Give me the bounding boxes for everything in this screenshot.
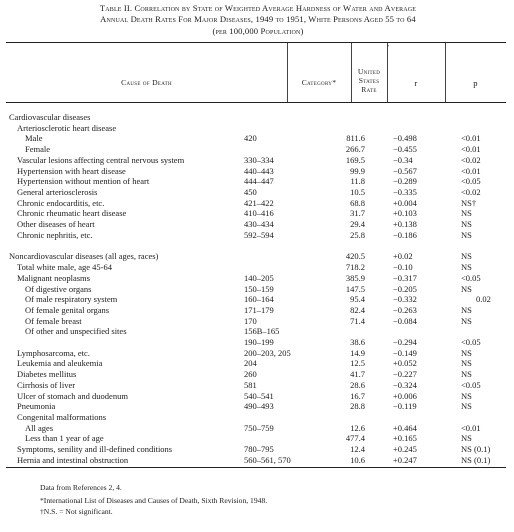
rate-cell: 12.4	[350, 444, 365, 454]
table-row	[0, 219, 514, 229]
cause-cell: Congenital malformations	[17, 411, 106, 422]
p-cell: NS	[461, 208, 472, 219]
category-cell: 592–594	[244, 229, 274, 240]
table-row	[0, 294, 514, 304]
category-cell: 581	[244, 379, 257, 390]
p-cell: NS	[461, 283, 472, 294]
r-cell: −0.205	[393, 283, 417, 294]
category-cell: 204	[244, 358, 257, 369]
cause-cell: Of female genital organs	[25, 304, 110, 315]
header-rate-line-2: States	[358, 76, 380, 85]
rate-cell: 25.8	[350, 229, 365, 240]
table-row	[0, 455, 514, 465]
header-rate-line-1: United	[357, 67, 381, 76]
r-cell: −0.34	[393, 154, 413, 165]
category-cell: 160–164	[244, 294, 274, 305]
p-cell: <0.05	[461, 176, 481, 187]
r-cell: −0.567	[393, 165, 417, 176]
rate-cell: 28.6	[350, 379, 365, 390]
table-row	[0, 230, 514, 240]
p-cell: NS	[461, 262, 472, 273]
note-source: Data from References 2, 4.	[40, 483, 122, 492]
table-row	[0, 305, 514, 315]
rate-cell: 147.5	[345, 283, 365, 294]
category-cell: 156B–165	[244, 326, 280, 337]
title-line-3: (per 100,000 Population)	[212, 25, 304, 36]
r-cell: −0.10	[393, 262, 413, 273]
p-cell: <0.01	[461, 422, 481, 433]
category-cell: 440–443	[244, 165, 274, 176]
rate-cell: 169.5	[345, 154, 365, 165]
cause-cell: Malignant neoplasms	[17, 272, 90, 283]
table-row	[0, 401, 514, 411]
p-cell: <0.01	[461, 144, 481, 155]
cause-cell: Of female breast	[25, 315, 82, 326]
cause-cell: Ulcer of stomach and duodenum	[17, 390, 128, 401]
cause-cell: Lymphosarcoma, etc.	[17, 347, 90, 358]
r-cell: −0.119	[393, 401, 417, 412]
cause-cell: Symptoms, senility and ill-defined conditions	[17, 444, 173, 454]
table-row	[0, 284, 514, 294]
header-p: p	[473, 78, 478, 88]
category-cell: 140–205	[244, 272, 274, 283]
p-cell: <0.05	[461, 272, 481, 283]
title-line-2: Annual Death Rates For Major Diseases, 1949 to 1951, White Persons Aged 55 to 64	[100, 14, 416, 25]
p-cell: NS	[461, 358, 472, 369]
cause-cell: Other diseases of heart	[17, 219, 95, 229]
p-cell: <0.05	[461, 337, 481, 347]
header-divider-1	[287, 43, 288, 102]
p-cell: NS	[461, 219, 472, 229]
header-category: Category*	[301, 78, 337, 87]
r-cell: +0.245	[393, 444, 417, 454]
category-cell: 420	[244, 133, 257, 144]
category-cell: 150–159	[244, 283, 274, 294]
table-row	[0, 166, 514, 176]
table-row	[0, 208, 514, 218]
table-row	[0, 251, 514, 261]
r-cell: −0.455	[393, 144, 417, 155]
category-cell: 190–199	[244, 337, 274, 347]
header-bottom-rule	[6, 102, 506, 103]
category-cell: 430–434	[244, 219, 274, 229]
r-cell: −0.186	[393, 229, 417, 240]
cause-cell: Total white male, age 45-64	[17, 262, 112, 273]
table-row	[0, 337, 514, 347]
rate-cell: 68.8	[350, 197, 365, 208]
r-cell: +0.138	[393, 219, 417, 229]
r-cell: −0.289	[393, 176, 417, 187]
p-cell: NS (0.1)	[461, 444, 491, 454]
category-cell: 450	[244, 186, 257, 197]
header-cause: Cause of Death	[121, 78, 172, 87]
table-row	[0, 444, 514, 454]
rate-cell: 811.6	[346, 133, 365, 144]
r-cell: −0.335	[393, 186, 417, 197]
category-cell: 200–203, 205	[244, 347, 291, 358]
p-cell: <0.05	[461, 379, 481, 390]
r-cell: +0.004	[393, 197, 417, 208]
p-cell: <0.02	[461, 154, 481, 165]
cause-cell: General arteriosclerosis	[17, 186, 98, 197]
table-row	[0, 133, 514, 143]
header-rate-line-3: Rate	[361, 85, 377, 94]
rate-cell: 420.5	[345, 251, 365, 262]
table-bottom-rule	[6, 467, 506, 468]
category-cell: 540–541	[244, 390, 274, 401]
r-cell: +0.103	[393, 208, 417, 219]
p-cell: <0.02	[461, 186, 481, 197]
category-cell: 330–334	[244, 154, 274, 165]
p-cell: NS	[461, 315, 472, 326]
table-row	[0, 144, 514, 154]
table-row	[0, 433, 514, 443]
r-cell: +0.052	[393, 358, 417, 369]
p-cell: NS	[461, 369, 472, 380]
cause-cell: Cirrhosis of liver	[17, 379, 76, 390]
p-cell: NS	[461, 251, 472, 262]
cause-cell: Noncardiovascular diseases (all ages, races)	[9, 251, 159, 262]
table-row	[0, 155, 514, 165]
r-cell: −0.498	[393, 133, 417, 144]
rate-cell: 718.2	[345, 262, 365, 273]
p-cell: <0.01	[461, 133, 481, 144]
cause-cell: Leukemia and aleukemia	[17, 358, 103, 369]
cause-cell: Of digestive organs	[25, 283, 92, 294]
p-cell: NS	[461, 401, 472, 412]
rate-cell: 95.4	[350, 294, 365, 305]
p-cell: NS	[461, 304, 472, 315]
note-category-footnote: *International List of Diseases and Causes of Death, Sixth Revision, 1948.	[40, 496, 268, 505]
table-row	[0, 316, 514, 326]
r-cell: −0.294	[393, 337, 417, 347]
header-top-rule	[6, 42, 506, 43]
r-cell: −0.084	[393, 315, 417, 326]
category-cell: 750–759	[244, 422, 274, 433]
p-cell: 0.02	[476, 294, 491, 305]
cause-cell: Hernia and intestinal obstruction	[17, 454, 129, 465]
cause-cell: All ages	[25, 422, 54, 433]
rate-cell: 16.7	[350, 390, 365, 401]
rate-cell: 38.6	[350, 337, 365, 347]
table-row	[0, 112, 514, 122]
title-line-1: Table II. Correlation by State of Weighted Average Hardness of Water and Average	[99, 3, 417, 13]
r-cell: +0.464	[393, 422, 417, 433]
r-cell: +0.006	[393, 390, 417, 401]
note-ns-footnote: †N.S. = Not significant.	[40, 507, 113, 516]
category-cell: 170	[244, 315, 257, 326]
rate-cell: 11.8	[350, 176, 365, 187]
cause-cell: Cardiovascular diseases	[9, 112, 91, 122]
table-row	[0, 369, 514, 379]
rate-cell: 41.7	[350, 369, 365, 380]
rate-cell: 12.5	[350, 358, 365, 369]
rate-cell: 10.5	[350, 186, 365, 197]
cause-cell: Diabetes mellitus	[17, 369, 77, 380]
table-row	[0, 380, 514, 390]
p-cell: NS	[461, 347, 472, 358]
rate-cell: 28.8	[350, 401, 365, 412]
rate-cell: 99.9	[350, 165, 365, 176]
table-row	[0, 391, 514, 401]
category-cell: 410–416	[244, 208, 274, 219]
rate-cell: 477.4	[345, 433, 365, 444]
category-cell: 444–447	[244, 176, 274, 187]
table-row	[0, 423, 514, 433]
category-cell: 780–795	[244, 444, 274, 454]
p-cell: NS	[461, 229, 472, 240]
r-cell: +0.247	[393, 454, 417, 465]
r-cell: −0.332	[393, 294, 417, 305]
cause-cell: Of male respiratory system	[25, 294, 118, 305]
rate-cell: 29.4	[350, 219, 365, 229]
table-title	[5, 3, 511, 37]
r-cell: −0.227	[393, 369, 417, 380]
print-mark: •	[387, 44, 390, 50]
table-row	[0, 412, 514, 422]
rate-cell: 71.4	[350, 315, 365, 326]
category-cell: 490–493	[244, 401, 274, 412]
category-cell: 421–422	[244, 197, 274, 208]
table-row	[0, 262, 514, 272]
table-row	[0, 326, 514, 336]
cause-cell: Chronic nephritis, etc.	[17, 229, 93, 240]
r-cell: −0.149	[393, 347, 417, 358]
r-cell: −0.324	[393, 379, 417, 390]
category-cell: 560–561, 570	[244, 454, 291, 465]
p-cell: <0.01	[461, 165, 481, 176]
table-row	[0, 123, 514, 133]
table-row	[0, 273, 514, 283]
rate-cell: 266.7	[345, 144, 365, 155]
cause-cell: Hypertension with heart disease	[17, 165, 126, 176]
p-cell: NS	[461, 390, 472, 401]
r-cell: −0.317	[393, 272, 417, 283]
header-divider-3	[387, 43, 388, 102]
p-cell: NS	[461, 433, 472, 444]
rate-cell: 31.7	[350, 208, 365, 219]
p-cell: NS†	[461, 197, 477, 208]
cause-cell: Hypertension without mention of heart	[17, 176, 150, 187]
p-cell: NS (0.1)	[461, 454, 491, 465]
cause-cell: Female	[25, 144, 51, 155]
table-row	[0, 187, 514, 197]
cause-cell: Pneumonia	[17, 401, 56, 412]
header-rate	[351, 67, 387, 94]
cause-cell: Less than 1 year of age	[25, 433, 104, 444]
rate-cell: 10.6	[350, 454, 365, 465]
table-row	[0, 358, 514, 368]
header-r: r	[414, 78, 418, 88]
rate-cell: 14.9	[350, 347, 365, 358]
table-row	[0, 176, 514, 186]
rate-cell: 12.6	[350, 422, 365, 433]
cause-cell: Arteriosclerotic heart disease	[17, 122, 117, 133]
cause-cell: Male	[25, 133, 43, 144]
cause-cell: Chronic endocarditis, etc.	[17, 197, 105, 208]
rate-cell: 82.4	[350, 304, 365, 315]
rate-cell: 385.9	[345, 272, 365, 283]
r-cell: −0.263	[393, 304, 417, 315]
table-row	[0, 198, 514, 208]
cause-cell: Of other and unspecified sites	[25, 326, 127, 337]
cause-cell: Chronic rheumatic heart disease	[17, 208, 127, 219]
table-row	[0, 348, 514, 358]
header-divider-4	[445, 43, 446, 102]
category-cell: 260	[244, 369, 257, 380]
category-cell: 171–179	[244, 304, 274, 315]
cause-cell: Vascular lesions affecting central nervous system	[17, 154, 185, 165]
r-cell: +0.02	[393, 251, 413, 262]
r-cell: +0.165	[393, 433, 417, 444]
